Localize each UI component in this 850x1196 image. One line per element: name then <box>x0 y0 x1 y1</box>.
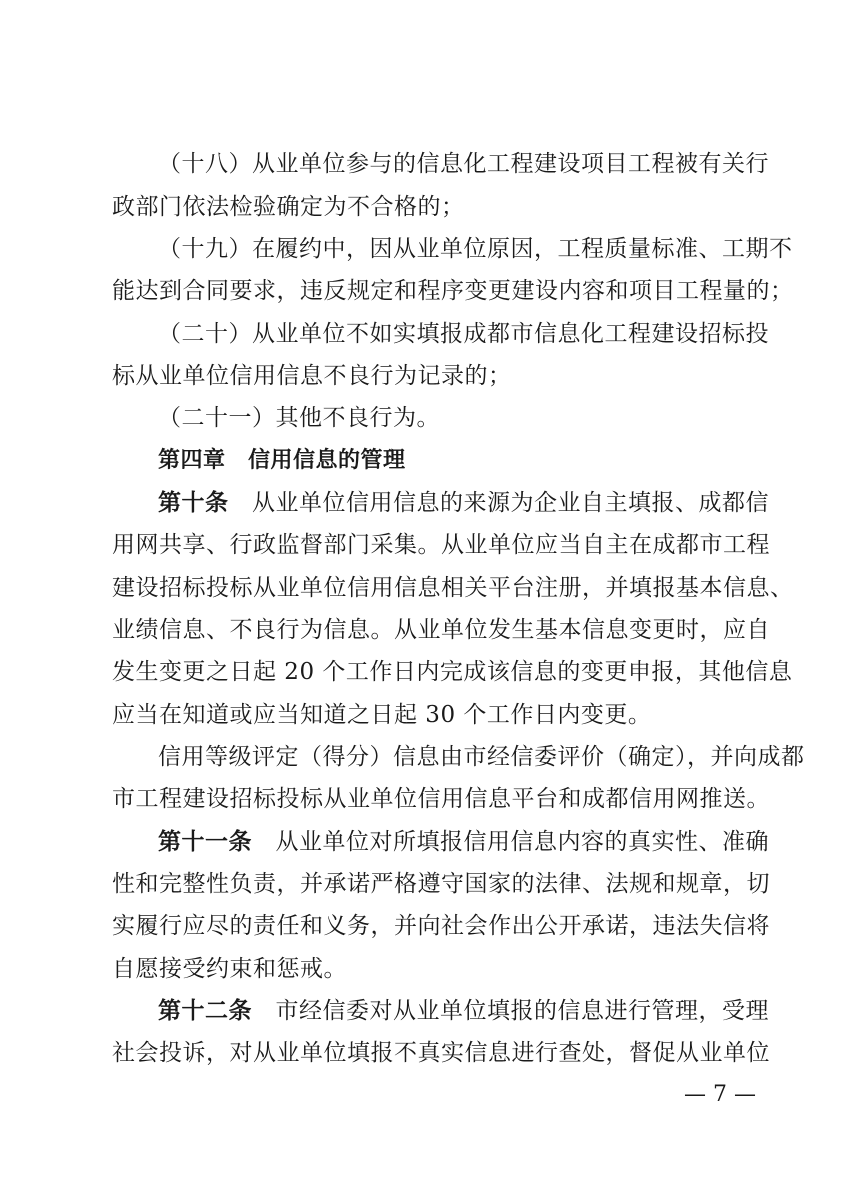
paragraph-line: 性和完整性负责，并承诺严格遵守国家的法律、法规和规章，切 <box>112 871 770 897</box>
paragraph-line: 政部门依法检验确定为不合格的； <box>112 194 465 220</box>
paragraph-line: 社会投诉，对从业单位填报不真实信息进行查处，督促从业单位 <box>112 1040 770 1066</box>
article-first-line <box>158 996 769 1026</box>
paragraph-line: （二十一）其他不良行为。 <box>158 405 440 431</box>
article-text: 从业单位信用信息的来源为企业自主填报、成都信 <box>228 490 769 516</box>
article-first-line <box>158 488 769 518</box>
article-text: 从业单位对所填报信用信息内容的真实性、准确 <box>252 829 769 855</box>
paragraph-line: （十九）在履约中，因从业单位原因，工程质量标准、工期不 <box>158 236 793 262</box>
article-label: 第十条 <box>158 490 229 516</box>
article-label: 第十二条 <box>158 998 252 1024</box>
article-text: 市经信委对从业单位填报的信息进行管理，受理 <box>252 998 769 1024</box>
paragraph-line: （二十）从业单位不如实填报成都市信息化工程建设招标投 <box>158 321 769 347</box>
paragraph-line: 应当在知道或应当知道之日起 30 个工作日内变更。 <box>112 702 652 728</box>
paragraph-line: 能达到合同要求，违反规定和程序变更建设内容和项目工程量的； <box>112 278 794 304</box>
article-label: 第十一条 <box>158 829 252 855</box>
paragraph-line: 发生变更之日起 20 个工作日内完成该信息的变更申报，其他信息 <box>112 659 793 685</box>
paragraph-line: 业绩信息、不良行为信息。从业单位发生基本信息变更时，应自 <box>112 617 770 643</box>
paragraph-line: （十八）从业单位参与的信息化工程建设项目工程被有关行 <box>158 151 769 177</box>
paragraph-line: 建设招标投标从业单位信用信息相关平台注册，并填报基本信息、 <box>112 575 794 601</box>
page-number: — 7 — <box>684 1082 756 1107</box>
paragraph-line: 信用等级评定（得分）信息由市经信委评价（确定），并向成都 <box>158 744 805 770</box>
article-first-line <box>158 827 769 857</box>
chapter-heading: 第四章 信用信息的管理 <box>158 448 406 473</box>
paragraph-line: 实履行应尽的责任和义务，并向社会作出公开承诺，违法失信将 <box>112 913 770 939</box>
paragraph-line: 用网共享、行政监督部门采集。从业单位应当自主在成都市工程 <box>112 532 770 558</box>
paragraph-line: 自愿接受约束和惩戒。 <box>112 956 347 982</box>
paragraph-line: 标从业单位信用信息不良行为记录的； <box>112 363 512 389</box>
paragraph-line: 市工程建设招标投标从业单位信用信息平台和成都信用网推送。 <box>112 786 770 812</box>
